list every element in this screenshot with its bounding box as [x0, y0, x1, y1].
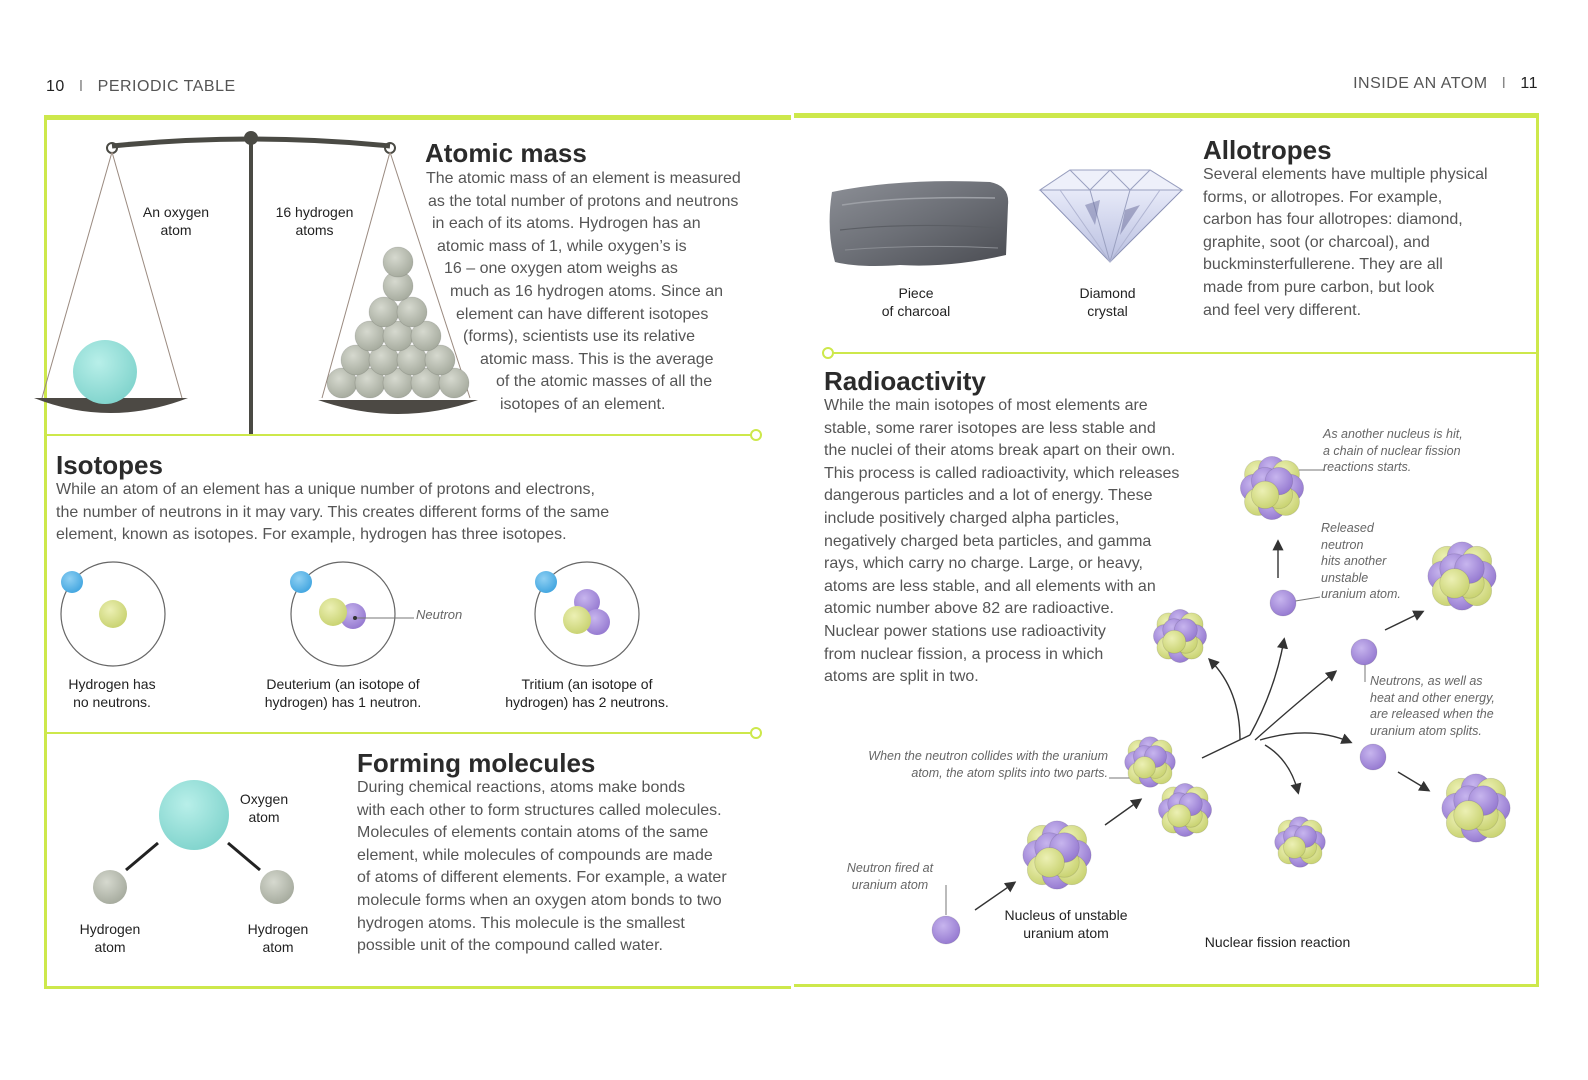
neutrons-released-note: [1370, 673, 1495, 739]
atomic-mass-line: isotopes of an element.: [500, 395, 666, 413]
label-line: atom: [262, 939, 294, 955]
caption-line: Tritium (an isotope of: [521, 676, 653, 692]
radioactivity-line: atoms are split in two.: [824, 668, 979, 686]
caption-line: hydrogen) has 2 neutrons.: [505, 694, 669, 710]
neutron: [1134, 757, 1156, 779]
uranium-nucleus-cluster: [1275, 817, 1326, 868]
tritium-isotope-caption: [482, 675, 692, 711]
uranium-nucleus-cluster: [1428, 542, 1496, 610]
radioactivity-body: [824, 395, 1179, 689]
atomic-mass-line: (forms), scientists use its relative: [463, 328, 696, 346]
molecules-line: molecule forms when an oxygen atom bonds to two: [357, 891, 722, 909]
caption-line: Piece: [898, 285, 934, 301]
radioactivity-line: rays, which carry no charge. Large, or heavy,: [824, 555, 1143, 573]
neutron: [1440, 569, 1470, 599]
allotropes-line: made from pure carbon, but look: [1203, 278, 1435, 296]
neutron: [1035, 848, 1065, 878]
released-neutron-note: [1321, 520, 1401, 603]
note-line: Neutron fired at: [846, 861, 934, 875]
caption-line: of charcoal: [881, 303, 951, 319]
atomic-mass-line: much as 16 hydrogen atoms. Since an: [450, 282, 724, 300]
label-line: atom: [94, 939, 126, 955]
free-neutron: [932, 916, 960, 944]
atomic-mass-line: of the atomic masses of all the: [496, 373, 713, 391]
label-line: 16 hydrogen: [275, 204, 354, 220]
atomic-mass-line: 16 – one oxygen atom weighs as: [444, 260, 678, 278]
allotropes-line: carbon has four allotropes: diamond,: [1203, 211, 1463, 229]
radioactivity-title: Radioactivity: [824, 366, 986, 396]
radioactivity-line: dangerous particles and a lot of energy. These: [824, 487, 1153, 505]
label-line: Oxygen: [239, 791, 289, 807]
note-line: heat and other energy,: [1370, 690, 1495, 705]
right-header-separator: I: [1501, 75, 1507, 92]
atomic-mass-line: element can have different isotopes: [456, 305, 709, 323]
right-section-title: INSIDE AN ATOM: [1353, 75, 1488, 92]
note-line: As another nucleus is hit,: [1323, 427, 1463, 441]
hydrogen-atom-left-label: [66, 920, 154, 956]
isotopes-line: While an atom of an element has a unique number of protons and electrons,: [56, 481, 595, 498]
allotropes-line: graphite, soot (or charcoal), and: [1203, 233, 1430, 251]
isotopes-line: the number of neutrons in it may vary. This creates different forms of the same: [56, 503, 610, 521]
neutron-label: Neutron: [416, 607, 463, 622]
neutron-fired-note: [836, 860, 944, 893]
note-line: Released: [1321, 521, 1374, 535]
uranium-nucleus-cluster: [1442, 774, 1510, 842]
oxygen-atom-label: [126, 203, 226, 239]
allotropes-line: and feel very different.: [1203, 301, 1362, 319]
neutron: [1454, 801, 1484, 831]
uranium-nucleus-cluster: [1240, 456, 1303, 519]
note-line: Neutrons, as well as: [1370, 674, 1483, 688]
radioactivity-line: include positively charged alpha particles,: [824, 509, 1120, 527]
caption-line: uranium atom: [1023, 925, 1109, 941]
molecules-line: of atoms of different elements. For example, a water: [357, 869, 727, 887]
chain-reaction-note: [1323, 426, 1463, 476]
atomic-mass-line: as the total number of protons and neutrons: [428, 192, 739, 210]
molecules-line: During chemical reactions, atoms make bonds: [357, 779, 686, 796]
deuterium-isotope-diagram: [290, 562, 414, 666]
deuterium-isotope-caption: [238, 675, 448, 711]
atomic-mass-body: [0, 168, 780, 417]
allotropes-body: [1203, 164, 1488, 322]
atomic-mass-title: Atomic mass: [425, 138, 587, 168]
hydrogen-atoms-label: [262, 203, 367, 239]
atomic-mass-line: atomic mass. This is the average: [480, 350, 714, 368]
radioactivity-line: atoms are less stable, and all elements with an: [824, 577, 1156, 595]
free-neutron: [1360, 744, 1386, 770]
neutron: [1251, 481, 1279, 509]
left-section-title: PERIODIC TABLE: [97, 78, 236, 95]
caption-line: hydrogen) has 1 neutron.: [264, 694, 422, 710]
neutron: [1284, 837, 1306, 859]
allotropes-title: Allotropes: [1203, 135, 1332, 165]
label-line: atoms: [295, 222, 334, 238]
note-line: uranium atom: [851, 877, 929, 892]
atomic-mass-line: atomic mass of 1, while oxygen’s is: [437, 237, 687, 255]
allotropes-line: buckminsterfullerene. They are all: [1203, 256, 1443, 274]
radioactivity-line: from nuclear fission, a process in which: [824, 645, 1104, 663]
molecules-line: possible unit of the compound called water.: [357, 937, 663, 955]
note-line: When the neutron collides with the uranium: [868, 749, 1108, 763]
neutron: [1168, 804, 1191, 827]
fission-diagram-caption: Nuclear fission reaction: [1204, 934, 1351, 950]
atomic-mass-line: The atomic mass of an element is measured: [426, 170, 741, 187]
allotropes-line: forms, or allotropes. For example,: [1203, 188, 1443, 206]
caption-line: Nucleus of unstable: [1004, 907, 1128, 923]
radioactivity-line: Nuclear power stations use radioactivity: [824, 622, 1106, 640]
left-header-separator: I: [78, 78, 84, 95]
isotopes-body: [56, 479, 609, 547]
uranium-nucleus-caption: [985, 906, 1147, 942]
charcoal-caption: [856, 284, 976, 320]
note-line: unstable: [1321, 570, 1369, 585]
label-line: atom: [160, 222, 192, 238]
isotopes-title: Isotopes: [56, 450, 163, 480]
forming-molecules-title: Forming molecules: [357, 748, 596, 778]
note-line: hits another: [1321, 554, 1387, 568]
molecules-line: Molecules of elements contain atoms of the same: [357, 824, 709, 842]
forming-molecules-body: [357, 777, 727, 958]
hydrogen-atom-right-label: [234, 920, 322, 956]
right-page-number: 11: [1520, 75, 1538, 92]
radioactivity-line: the nuclei of their atoms break apart on their own.: [824, 442, 1176, 460]
uranium-nucleus-cluster: [1023, 821, 1091, 889]
label-line: atom: [248, 809, 280, 825]
diamond-illustration: [1040, 170, 1182, 262]
caption-line: Deuterium (an isotope of: [266, 676, 420, 692]
atomic-mass-line: in each of its atoms. Hydrogen has an: [432, 215, 701, 233]
caption-line: crystal: [1087, 303, 1128, 319]
uranium-nucleus-cluster: [1158, 783, 1211, 836]
oxygen-atom-label: [226, 790, 302, 826]
molecules-line: element, while molecules of compounds are made: [357, 846, 713, 864]
tritium-isotope-diagram: [535, 562, 639, 666]
note-line: neutron: [1321, 537, 1364, 552]
free-neutron: [1351, 639, 1377, 665]
radioactivity-line: negatively charged beta particles, and gamma: [824, 532, 1152, 550]
molecules-line: with each other to form structures called molecules.: [357, 801, 722, 819]
caption-line: no neutrons.: [73, 694, 151, 710]
radioactivity-line: stable, some rarer isotopes are less stable and: [824, 419, 1156, 437]
isotopes-line: element, known as isotopes. For example, hydrogen has three isotopes.: [56, 526, 567, 544]
note-line: uranium atom splits.: [1370, 723, 1482, 738]
diamond-caption: [1050, 284, 1165, 320]
allotropes-line: Several elements have multiple physical: [1203, 166, 1488, 183]
uranium-nucleus-cluster: [1125, 737, 1176, 788]
hydrogen-isotope-caption: [42, 675, 182, 711]
label-line: An oxygen: [142, 204, 210, 220]
neutron-collision-note: [832, 748, 1108, 781]
molecules-line: hydrogen atoms. This molecule is the smallest: [357, 914, 685, 932]
radioactivity-line: atomic number above 82 are radioactive.: [824, 600, 1114, 618]
free-neutron: [1270, 590, 1296, 616]
note-line: are released when the: [1370, 707, 1494, 721]
note-line: atom, the atom splits into two parts.: [911, 765, 1108, 780]
radioactivity-line: While the main isotopes of most elements are: [824, 397, 1148, 414]
caption-line: Hydrogen has: [68, 676, 156, 692]
note-line: uranium atom.: [1321, 587, 1401, 601]
label-line: Hydrogen: [79, 921, 141, 937]
caption-line: Diamond: [1079, 285, 1136, 301]
label-line: Hydrogen: [247, 921, 309, 937]
charcoal-illustration: [830, 181, 1009, 266]
radioactivity-line: This process is called radioactivity, which releases: [824, 464, 1180, 482]
hydrogen-isotope-diagram: [61, 562, 165, 666]
note-line: a chain of nuclear fission: [1323, 443, 1461, 458]
note-line: reactions starts.: [1323, 460, 1412, 474]
left-page-number: 10: [46, 78, 65, 95]
